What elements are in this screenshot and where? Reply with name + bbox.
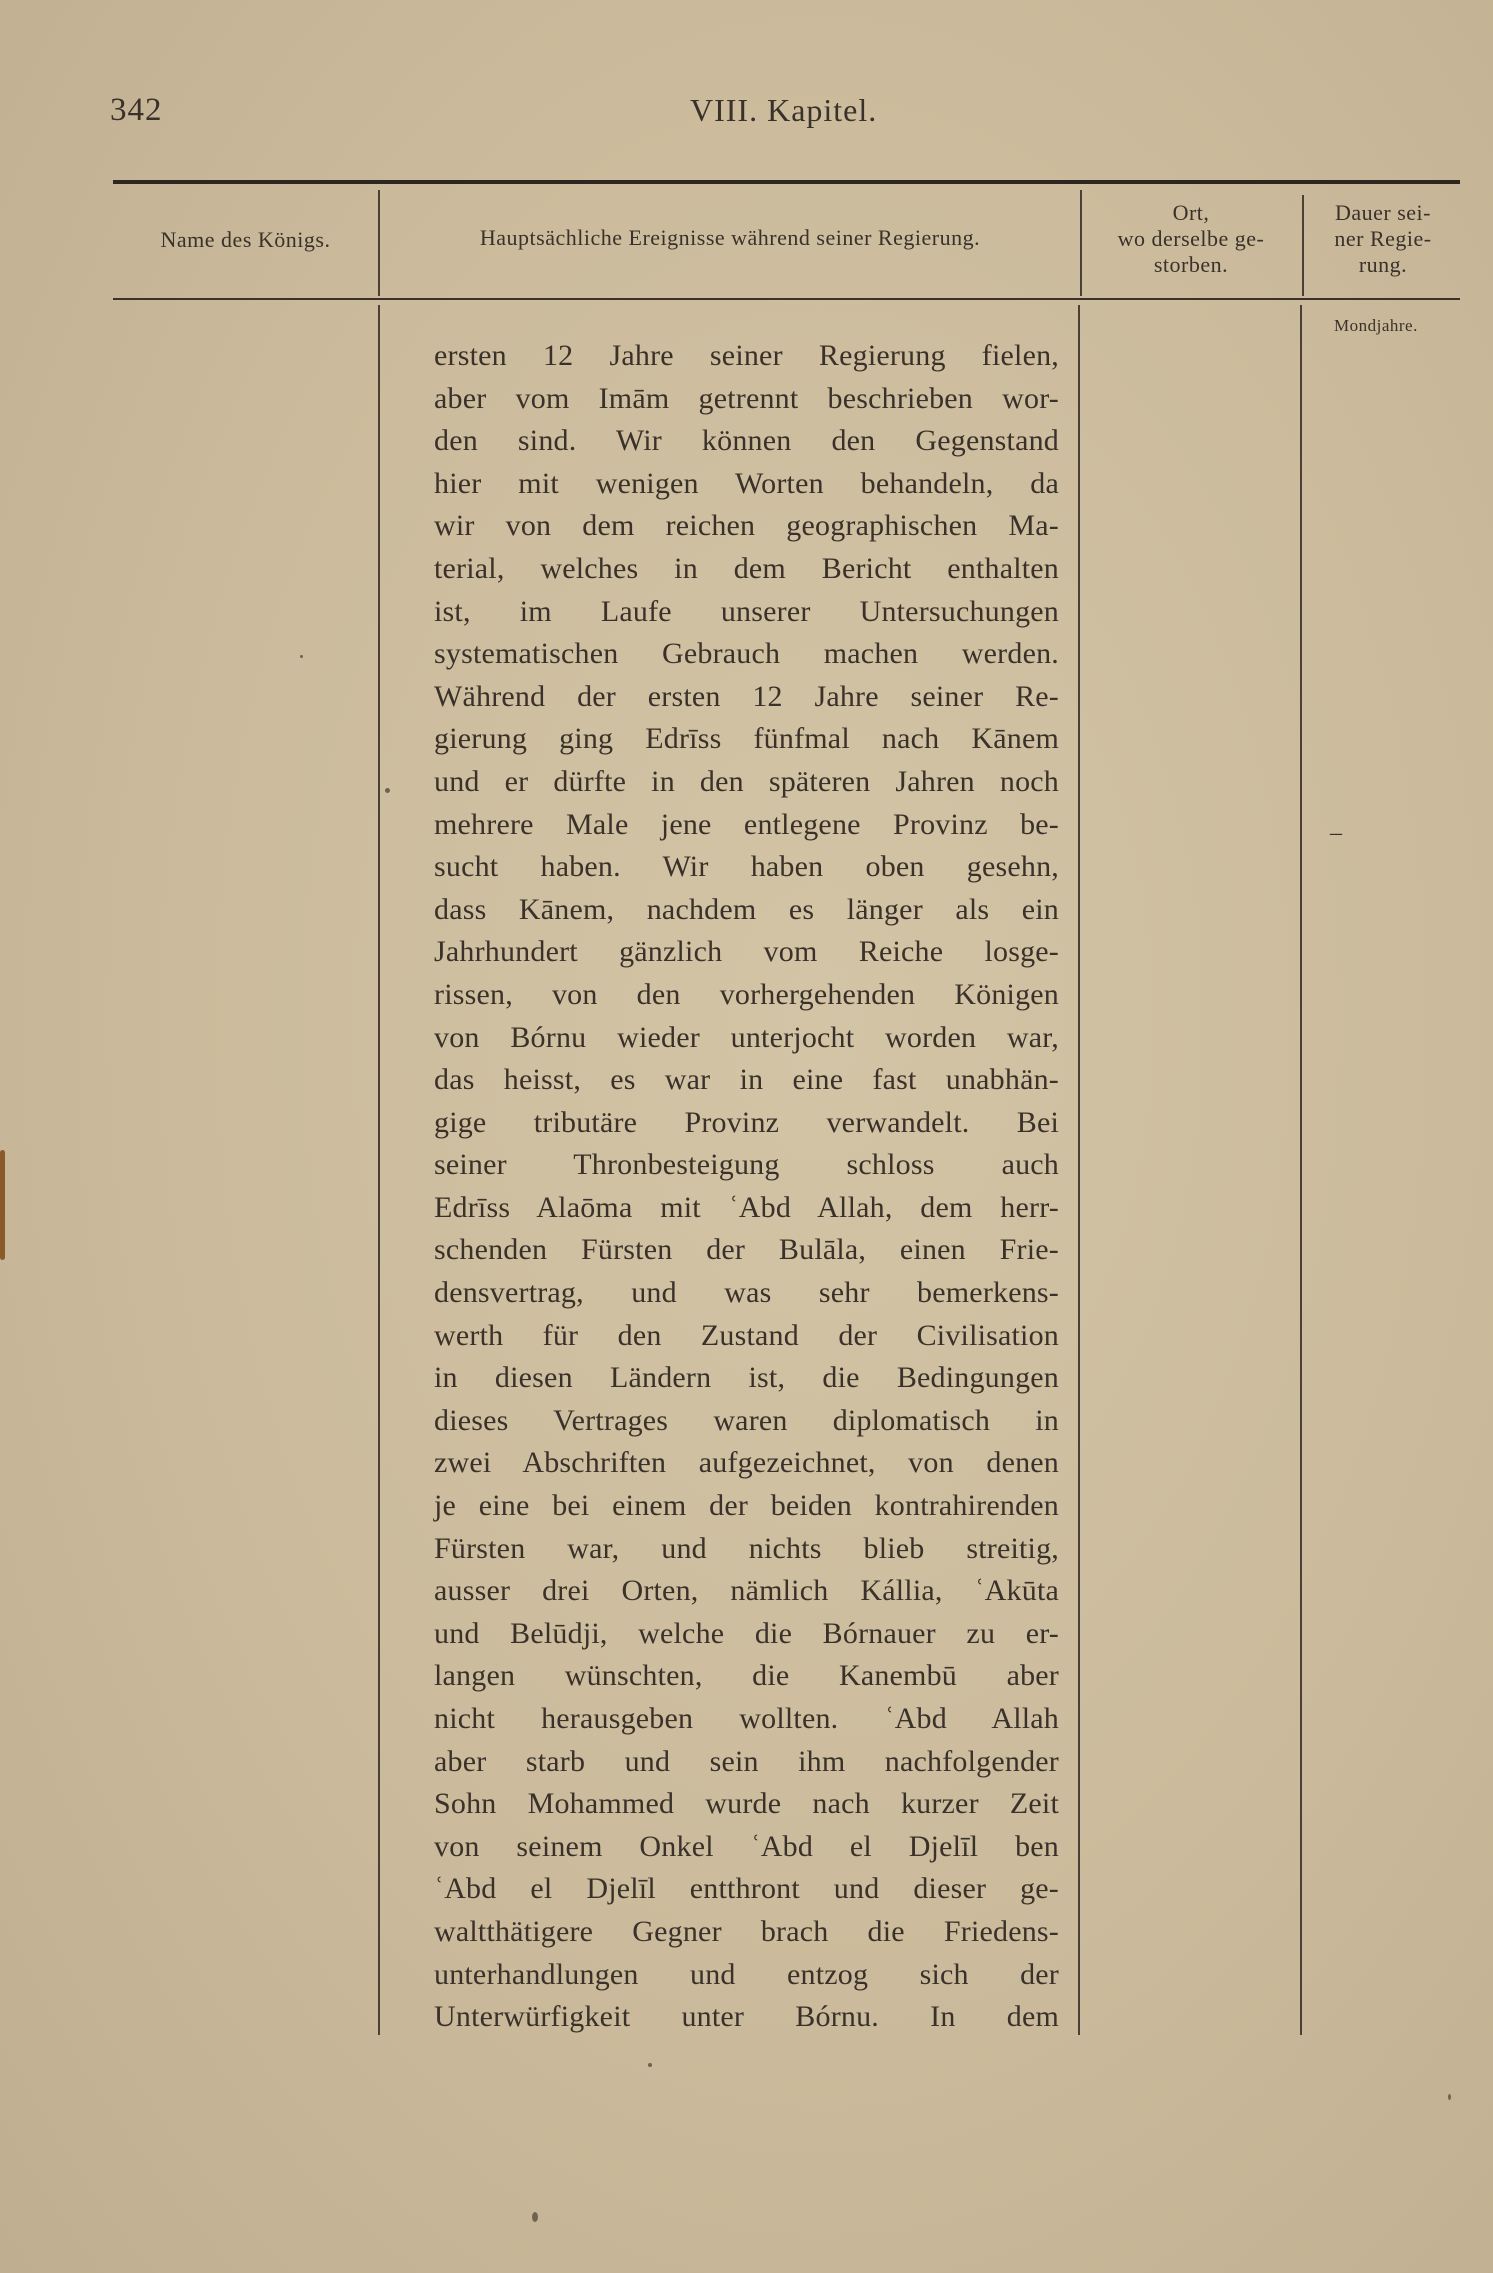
text-line: ausser drei Orten, nämlich Kállia, ʿAkūta xyxy=(434,1574,1059,1608)
page-edge-stain xyxy=(0,1150,5,1260)
duration-unit-label: Mondjahre. xyxy=(1334,316,1418,335)
text-line: den sind. Wir können den Gegenstand xyxy=(434,424,1059,458)
text-line: systematischen Gebrauch machen werden. xyxy=(434,637,1059,671)
text-line: terial, welches in dem Bericht enthalten xyxy=(434,551,1059,585)
text-line: ʿAbd el Djelīl entthront und dieser ge- xyxy=(434,1872,1059,1906)
text-line: hier mit wenigen Worten behandeln, da xyxy=(434,466,1059,500)
text-line: von seinem Onkel ʿAbd el Djelīl ben xyxy=(434,1829,1059,1863)
text-line: aber starb und sein ihm nachfolgender xyxy=(434,1744,1059,1778)
text-line: Edrīss Alaōma mit ʿAbd Allah, dem herr- xyxy=(434,1190,1059,1224)
place-header-line: wo derselbe ge- xyxy=(1117,226,1265,251)
text-line: gige tributäre Provinz verwandelt. Bei xyxy=(434,1105,1059,1139)
text-line: gierung ging Edrīss fünfmal nach Kānem xyxy=(434,722,1059,756)
place-header-line: Ort, xyxy=(1172,200,1210,225)
text-line: Jahrhundert gänzlich vom Reiche losge- xyxy=(434,935,1059,969)
duration-header-line: Dauer sei- xyxy=(1334,200,1431,225)
text-line: ersten 12 Jahre seiner Regierung fielen, xyxy=(434,339,1059,372)
text-line: seiner Thronbesteigung schloss auch xyxy=(434,1148,1059,1182)
text-line: werth für den Zustand der Civilisation xyxy=(434,1318,1059,1352)
column-divider-1-body xyxy=(378,305,380,2035)
table-header-rule xyxy=(113,298,1460,300)
text-line: und Belūdji, welche die Bórnauer zu er- xyxy=(434,1616,1059,1650)
column-divider-1 xyxy=(378,190,380,296)
place-header-line: storben. xyxy=(1153,252,1229,277)
text-line: dieses Vertrages waren diplomatisch in xyxy=(434,1403,1059,1437)
column-divider-2-body xyxy=(1078,305,1080,2035)
text-line: Fürsten war, und nichts blieb streitig, xyxy=(434,1531,1059,1565)
column-header-reign-duration xyxy=(1303,200,1463,278)
text-line: sucht haben. Wir haben oben gesehn, xyxy=(434,850,1059,884)
text-line: waltthätigere Gegner brach die Friedens- xyxy=(434,1914,1059,1948)
page-number: 342 xyxy=(110,92,163,128)
text-line: rissen, von den vorhergehenden Königen xyxy=(434,977,1059,1011)
text-line: in diesen Ländern ist, die Bedingungen xyxy=(434,1361,1059,1395)
paper-speck xyxy=(532,2212,538,2222)
paper-speck xyxy=(1448,2094,1451,2100)
text-line: dass Kānem, nachdem es länger als ein xyxy=(434,892,1059,926)
text-line: nicht herausgeben wollten. ʿAbd Allah xyxy=(434,1702,1059,1735)
column-header-events: Hauptsächliche Ereignisse während seiner Regierung. xyxy=(479,225,981,250)
text-line: zwei Abschriften aufgezeichnet, von denen xyxy=(434,1446,1059,1480)
paper-speck xyxy=(300,655,303,658)
running-head: VIII. Kapitel. xyxy=(690,92,878,128)
duration-mark: – xyxy=(1330,820,1342,846)
text-line: das heisst, es war in eine fast unabhän- xyxy=(434,1063,1059,1097)
column-divider-3-body xyxy=(1300,305,1302,2035)
duration-header-line: ner Regie- xyxy=(1334,226,1432,251)
paper-speck xyxy=(385,788,390,793)
text-line: von Bórnu wieder unterjocht worden war, xyxy=(434,1020,1059,1054)
text-line: mehrere Male jene entlegene Provinz be- xyxy=(434,807,1059,841)
text-line: densvertrag, und was sehr bemerkens- xyxy=(434,1276,1059,1310)
text-line: aber vom Imām getrennt beschrieben wor- xyxy=(434,381,1059,415)
text-line: je eine bei einem der beiden kontrahirenden xyxy=(434,1489,1059,1523)
column-header-place-of-death xyxy=(1082,200,1300,278)
text-line: langen wünschten, die Kanembū aber xyxy=(434,1659,1059,1693)
text-line: wir von dem reichen geographischen Ma- xyxy=(434,509,1059,543)
text-line: Während der ersten 12 Jahre seiner Re- xyxy=(434,679,1059,713)
table-top-rule xyxy=(113,180,1460,184)
text-line: schenden Fürsten der Bulāla, einen Frie- xyxy=(434,1233,1059,1267)
paper-speck xyxy=(648,2063,652,2067)
events-text-column xyxy=(434,335,1059,2039)
text-line: und er dürfte in den späteren Jahren noch xyxy=(434,764,1059,798)
column-header-king-name: Name des Königs. xyxy=(160,227,331,252)
text-line: Sohn Mohammed wurde nach kurzer Zeit xyxy=(434,1787,1059,1821)
text-line: unterhandlungen und entzog sich der xyxy=(434,1957,1059,1991)
duration-header-line: rung. xyxy=(1358,252,1408,277)
text-line: Unterwürfigkeit unter Bórnu. In dem xyxy=(434,2000,1059,2034)
text-line: ist, im Laufe unserer Untersuchungen xyxy=(434,594,1059,628)
